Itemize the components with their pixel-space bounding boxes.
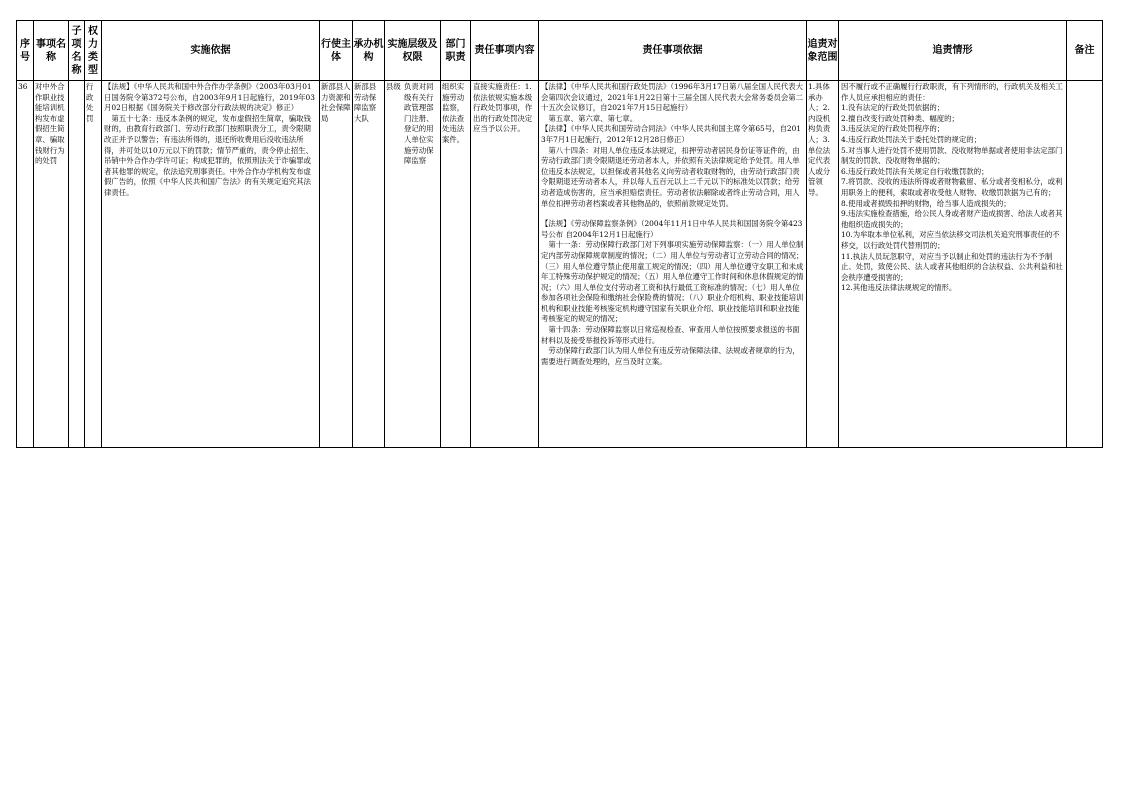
header-accountability-scope: 追责对象范围 bbox=[807, 21, 839, 81]
header-seq: 序号 bbox=[17, 21, 34, 81]
header-subject: 行使主体 bbox=[320, 21, 353, 81]
cell-accountability-cases bbox=[839, 81, 1066, 447]
cell-power-type: 行政处罚 bbox=[86, 82, 94, 123]
header-duty-basis: 责任事项依据 bbox=[539, 21, 807, 81]
case-line: 7.将罚款、没收的违法所得或者财物截留、私分或者变相私分，或利用职务上的便利，索取或者收受他人财物、收缴罚款据为己有的； bbox=[841, 177, 1063, 197]
duty-basis-para: 【法规】《劳动保障监察条例》（2004年11月1日中华人民共和国国务院令第423号公布 自2004年12月1日起施行） bbox=[541, 219, 803, 239]
case-line: 9.违法实施检查措施，给公民人身或者财产造成损害、给法人或者其他组织造成损失的； bbox=[841, 209, 1063, 229]
case-line: 4.违反行政处罚法关于委托处罚的规定的； bbox=[841, 134, 982, 144]
case-line: 1.没有法定的行政处罚依据的； bbox=[841, 103, 945, 113]
case-line: 5.对当事人进行处罚不使用罚款、没收财物单据或者使用非法定部门制发的罚款、没收财物单据的； bbox=[841, 145, 1063, 166]
case-line: 11.执法人员玩忽职守，对应当予以制止和处罚的违法行为不予制止、处罚，致使公民、法人或者其他组织的合法权益、公共利益和社会秩序遭受损害的； bbox=[841, 251, 1063, 282]
header-level: 实施层级及权限 bbox=[385, 21, 441, 81]
case-line: 8.使用或者损毁扣押的财物，给当事人造成损失的； bbox=[841, 198, 1011, 208]
case-line: 因不履行或不正确履行行政职责，有下列情形的，行政机关及相关工作人员应承担相应的责任： bbox=[841, 82, 1063, 102]
duty-basis-para: 第十四条：劳动保障监察以日常巡视检查、审查用人单位按照要求报送的书面材料以及接受举报投诉等形式进行。 bbox=[541, 325, 800, 345]
header-accountability-cases: 追责情形 bbox=[839, 21, 1067, 81]
cell-duty-basis bbox=[539, 81, 806, 447]
basis-para: 第五十七条：违反本条例的规定，发布虚假招生简章，骗取钱财的，由教育行政部门、劳动行政部门按照职责分工，责令限期改正并予以警告；有违法所得的，退还所收费用后没收违法所得，并可处以10万元以下的罚款；情节严重的，责令停止招生、吊销中外合作办学许可证；构成犯罪的，依照刑法关于诈骗罪或者其他罪的规定，依法追究刑事责任。中外合作办学机构发布虚假广告的，依照《中华人民共和国广告法》的有关规定追究其法律责任。 bbox=[104, 113, 313, 197]
duty-basis-para: 第八十四条：对用人单位违反本法规定，扣押劳动者居民身份证等证件的，由劳动行政部门责令限期退还劳动者本人，并依照有关法律规定给予处罚。用人单位违反本法规定，以担保或者其他名义向劳动者收取财物的，由劳动行政部门责令限期退还劳动者本人，并以每人五百元以上二千元以下的标准处以罚款；给劳动者造成伤害的，应当承担赔偿责任。劳动者依法解除或者终止劳动合同，用人单位扣押劳动者档案或者其他物品的，依照前款规定处罚。 bbox=[541, 145, 800, 208]
header-org: 承办机构 bbox=[353, 21, 385, 81]
cell-duty-content: 直接实施责任：1.依法依规实施本级行政处罚事项，作出的行政处罚决定应当予以公开。 bbox=[473, 82, 533, 134]
cell-sub-item bbox=[69, 81, 84, 447]
duty-basis-para: 【法律】《中华人民共和国行政处罚法》（1996年3月17日第八届全国人民代表大会第四次会议通过，2021年1月22日第十三届全国人民代表大会常务委员会第二十五次会议修订，自2021年7月15日起施行） bbox=[541, 82, 804, 113]
case-line: 3.违反法定的行政处罚程序的； bbox=[841, 124, 945, 134]
case-line: 12.其他违反法律法规规定的情形。 bbox=[841, 283, 957, 293]
header-remarks: 备注 bbox=[1067, 21, 1103, 81]
header-dept-duty: 部门职责 bbox=[441, 21, 471, 81]
cell-item-name: 对中外合作职业技能培训机构发布虚假招生简章、骗取钱财行为的处罚 bbox=[35, 82, 65, 166]
duty-basis-para: 第十一条：劳动保障行政部门对下列事项实施劳动保障监察：（一）用人单位制定内部劳动保障规章制度的情况；（二）用人单位与劳动者订立劳动合同的情况；（三）用人单位遵守禁止使用童工规定的情况；（四）用人单位遵守女职工和未成年工特殊劳动保护规定的情况；（五）用人单位遵守工作时间和休息休假规定的情况；（六）用人单位支付劳动者工资和执行最低工资标准的情况；（七）用人单位参加各项社会保险和缴纳社会保险费的情况；（八）职业介绍机构、职业技能培训机构和职业技能考核鉴定机构遵守国家有关职业介绍、职业技能培训和职业技能考核鉴定的规定的情况； bbox=[541, 240, 804, 324]
case-line: 2.擅自改变行政处罚种类、幅度的； bbox=[841, 113, 959, 123]
cell-basis bbox=[102, 81, 319, 447]
duty-basis-para: 劳动保障行政部门认为用人单位有违反劳动保障法律、法规或者规章的行为，需要进行调查处理的，应当及时立案。 bbox=[541, 346, 800, 366]
header-power-type: 权力类型 bbox=[85, 21, 102, 81]
cell-remarks bbox=[1067, 81, 1102, 447]
accountability-table-sheet bbox=[16, 20, 1102, 448]
duty-basis-para: 【法律】《中华人民共和国劳动合同法》（中华人民共和国主席令第65号，自2013年7月1日起施行，2012年12月28日修正） bbox=[541, 124, 802, 144]
cell-level bbox=[385, 81, 440, 447]
duty-basis-para: 第五章、第六章、第七章。 bbox=[541, 113, 638, 123]
header-sub-item: 子项名称 bbox=[69, 21, 85, 81]
cell-org: 新邵县劳动保障监察大队 bbox=[354, 82, 377, 123]
level-label: 县级 bbox=[386, 82, 401, 91]
case-line: 6.违反行政处罚法有关规定自行收缴罚款的； bbox=[841, 166, 989, 176]
table-row bbox=[17, 81, 1103, 448]
case-line: 10.为牟取本单位私利，对应当依法移交司法机关追究刑事责任的不移交，以行政处罚代替刑罚的； bbox=[841, 230, 1060, 250]
header-row bbox=[17, 21, 1103, 81]
header-duty-content: 责任事项内容 bbox=[471, 21, 539, 81]
cell-seq: 36 bbox=[18, 82, 28, 91]
header-basis: 实施依据 bbox=[102, 21, 320, 81]
cell-subject: 新邵县人力资源和社会保障局 bbox=[321, 82, 351, 123]
power-list-table bbox=[16, 20, 1103, 448]
level-scope: 负责对同级有关行政管理部门注册、登记的用人单位实施劳动保障监察 bbox=[404, 82, 434, 166]
basis-para: 【法规】《中华人民共和国中外合作办学条例》（2003年03月01日国务院令第372号公布，自2003年9月1日起施行，2019年03月02日根据《国务院关于修改部分行政法规的决定》修正） bbox=[104, 82, 315, 113]
cell-accountability-scope: 1.具体承办人；2.内设机构负责人；3.单位法定代表人或分管领导。 bbox=[808, 82, 831, 197]
header-item-name: 事项名称 bbox=[34, 21, 69, 81]
cell-dept-duty: 组织实施劳动监察，依法查处违法案件。 bbox=[442, 82, 465, 144]
